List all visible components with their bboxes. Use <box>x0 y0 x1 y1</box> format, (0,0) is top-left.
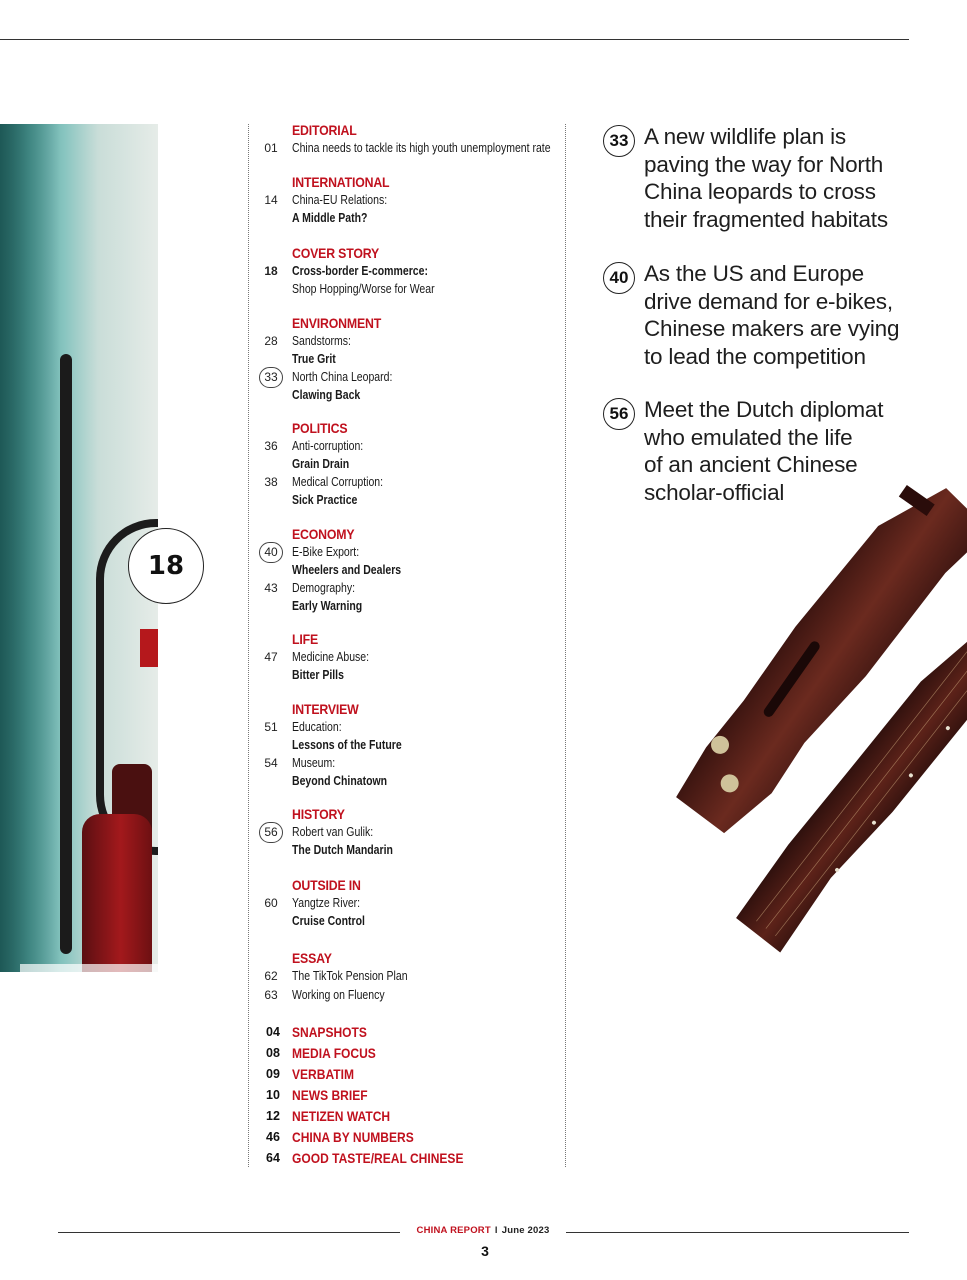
article-topic: China-EU Relations: <box>292 193 388 207</box>
page-number: 3 <box>481 1243 489 1259</box>
feature-page-number: 33 <box>603 125 635 157</box>
department-row[interactable] <box>256 1023 556 1044</box>
department-label: GOOD TASTE/REAL CHINESE <box>292 1150 464 1166</box>
article-topic: The TikTok Pension Plan <box>292 969 408 983</box>
department-label: NETIZEN WATCH <box>292 1108 391 1124</box>
dotted-divider-left <box>248 124 249 1167</box>
department-row[interactable] <box>256 1149 556 1170</box>
dotted-divider-right <box>565 124 566 1167</box>
toc-entry[interactable] <box>256 192 556 227</box>
feature-blurb-line: drive demand for e-bikes, <box>644 288 893 314</box>
toc-entry[interactable] <box>256 719 556 754</box>
department-label: VERBATIM <box>292 1066 354 1082</box>
page-number: 43 <box>264 581 278 595</box>
page-number: 14 <box>264 193 278 207</box>
section-politics <box>256 420 556 509</box>
section-outside-in <box>256 877 556 930</box>
feature-blurb-line: who emulated the life <box>644 424 853 450</box>
toc-entry[interactable] <box>256 649 556 684</box>
department-page-number: 10 <box>266 1088 280 1102</box>
toc-entry[interactable] <box>256 895 556 930</box>
section-international <box>256 174 556 227</box>
section-title[interactable]: OUTSIDE IN <box>292 877 361 893</box>
page-number: 51 <box>264 720 278 734</box>
photo-page-marker[interactable]: 18 <box>128 528 204 604</box>
department-page-number: 64 <box>266 1151 280 1165</box>
page-number: 47 <box>264 650 278 664</box>
toc-entry[interactable] <box>256 968 556 986</box>
toc-entry[interactable] <box>256 369 556 404</box>
feature-blurb-line: to lead the competition <box>644 343 866 369</box>
circled-page-number: 40 <box>259 542 283 563</box>
toc-entry[interactable] <box>256 140 556 158</box>
section-essay <box>256 950 556 1004</box>
toc-entry[interactable] <box>256 474 556 509</box>
section-title[interactable]: HISTORY <box>292 806 345 822</box>
footer-separator: I <box>494 1225 498 1236</box>
top-rule <box>0 39 909 40</box>
department-label: CHINA BY NUMBERS <box>292 1129 414 1145</box>
toc-entry[interactable] <box>256 333 556 368</box>
article-headline: Clawing Back <box>292 387 361 402</box>
departments-list <box>256 1023 556 1170</box>
article-topic: Sandstorms: <box>292 334 351 348</box>
department-row[interactable] <box>256 1044 556 1065</box>
article-topic: Museum: <box>292 756 336 770</box>
page-number: 60 <box>264 896 278 910</box>
section-economy <box>256 526 556 615</box>
article-topic: Shop Hopping/Worse for Wear <box>292 281 435 296</box>
section-title[interactable]: ECONOMY <box>292 526 355 542</box>
department-label: MEDIA FOCUS <box>292 1045 376 1061</box>
feature-blurb-line: of an ancient Chinese <box>644 452 858 477</box>
feature-blurb <box>644 123 967 233</box>
article-topic: Robert van Gulik: <box>292 825 374 839</box>
article-headline: Lessons of the Future <box>292 737 402 752</box>
page-number: 62 <box>264 969 278 983</box>
publication-name: CHINA REPORT <box>416 1225 491 1236</box>
article-headline: Cross-border E-commerce: <box>292 264 428 278</box>
article-headline: Beyond Chinatown <box>292 773 388 788</box>
department-page-number: 12 <box>266 1109 280 1123</box>
page-number: 28 <box>264 334 278 348</box>
guqin-illustration <box>580 420 967 980</box>
article-topic: Anti-corruption: <box>292 439 364 453</box>
article-headline: Cruise Control <box>292 913 365 928</box>
article-topic: Working on Fluency <box>292 987 385 1002</box>
section-history <box>256 806 556 859</box>
feature-blurb-line: As the US and Europe <box>644 261 864 286</box>
article-headline: Wheelers and Dealers <box>292 562 402 577</box>
article-topic: Medicine Abuse: <box>292 650 370 664</box>
issue-date: June 2023 <box>501 1225 550 1236</box>
section-interview <box>256 701 556 790</box>
page-number: 01 <box>264 141 278 155</box>
department-row[interactable] <box>256 1107 556 1128</box>
section-editorial <box>256 122 556 158</box>
feature-blurb-line: Chinese makers are vying <box>644 316 900 341</box>
department-page-number: 08 <box>266 1046 280 1060</box>
feature-blurb-line: China leopards to cross <box>644 179 876 204</box>
department-row[interactable] <box>256 1086 556 1107</box>
footer-rule-right <box>566 1232 909 1233</box>
section-environment <box>256 315 556 404</box>
section-life <box>256 631 556 684</box>
article-topic: Medical Corruption: <box>292 475 384 489</box>
article-headline: A Middle Path? <box>292 210 368 225</box>
department-page-number: 04 <box>266 1025 280 1039</box>
footer-rule-left <box>58 1232 400 1233</box>
feature-item[interactable] <box>601 260 967 370</box>
feature-blurb-line: their fragmented habitats <box>644 206 888 232</box>
feature-blurb-line: A new wildlife plan is <box>644 124 846 149</box>
article-headline: Bitter Pills <box>292 667 344 682</box>
section-title[interactable]: LIFE <box>292 631 318 647</box>
section-cover-story <box>256 245 556 298</box>
article-headline: True Grit <box>292 351 336 366</box>
footer-credit <box>400 1225 566 1236</box>
department-label: NEWS BRIEF <box>292 1087 368 1103</box>
page-number: 18 <box>264 264 278 278</box>
article-headline: The Dutch Mandarin <box>292 842 393 857</box>
article-topic: E-Bike Export: <box>292 545 360 559</box>
toc-entry[interactable] <box>256 544 556 579</box>
section-title[interactable]: INTERVIEW <box>292 701 359 717</box>
page-number: 36 <box>264 439 278 453</box>
toc-entry[interactable] <box>256 987 556 1005</box>
section-title[interactable]: ESSAY <box>292 950 332 966</box>
circled-page-number: 33 <box>259 367 283 388</box>
feature-blurb-line: paving the way for North <box>644 151 884 177</box>
section-title[interactable]: POLITICS <box>292 420 348 436</box>
article-topic: North China Leopard: <box>292 370 393 384</box>
feature-blurb <box>644 260 967 370</box>
department-row[interactable] <box>256 1128 556 1149</box>
article-topic: Demography: <box>292 581 356 595</box>
article-topic: Yangtze River: <box>292 896 361 910</box>
toc-entry[interactable] <box>256 755 556 790</box>
department-page-number: 46 <box>266 1130 280 1144</box>
toc-entry[interactable] <box>256 438 556 473</box>
section-title[interactable]: ENVIRONMENT <box>292 315 382 331</box>
page-number: 54 <box>264 756 278 770</box>
toc-entry[interactable] <box>256 263 556 298</box>
article-headline: Early Warning <box>292 598 363 613</box>
feature-page-number: 56 <box>603 398 635 430</box>
page-number: 38 <box>264 475 278 489</box>
article-headline: Grain Drain <box>292 456 350 471</box>
section-title[interactable]: COVER STORY <box>292 245 380 261</box>
section-title[interactable]: INTERNATIONAL <box>292 174 390 190</box>
section-title[interactable]: EDITORIAL <box>292 122 357 138</box>
feature-blurb-line: scholar-official <box>644 479 785 505</box>
circled-page-number: 56 <box>259 822 283 843</box>
department-label: SNAPSHOTS <box>292 1024 367 1040</box>
article-headline: Sick Practice <box>292 492 358 507</box>
feature-blurb-line: Meet the Dutch diplomat <box>644 397 884 422</box>
article-topic: China needs to tackle its high youth unemployment rate <box>292 141 551 155</box>
article-topic: Education: <box>292 720 342 734</box>
page-number: 63 <box>264 987 278 1002</box>
department-row[interactable] <box>256 1065 556 1086</box>
feature-page-number: 40 <box>603 262 635 294</box>
toc-entry[interactable] <box>256 824 556 859</box>
department-page-number: 09 <box>266 1067 280 1081</box>
feature-item[interactable] <box>601 123 967 233</box>
toc-entry[interactable] <box>256 580 556 615</box>
